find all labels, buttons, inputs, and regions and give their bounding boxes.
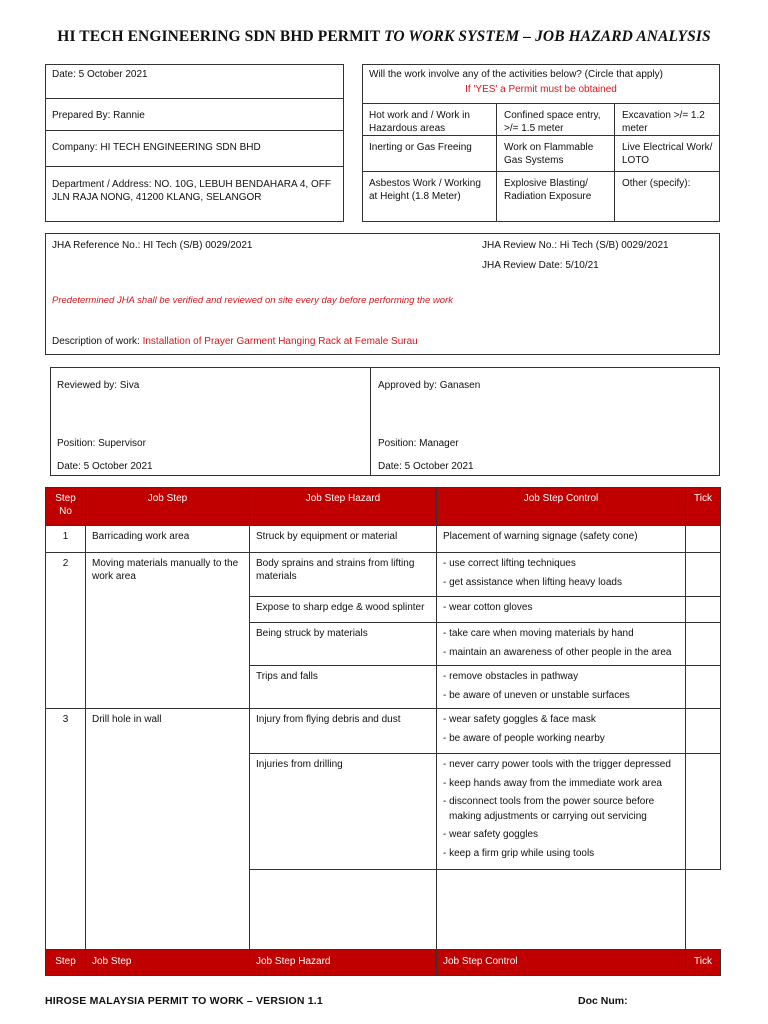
activity-inerting: Inerting or Gas Freeing [369,142,472,153]
job-control: - never carry power tools with the trigger depressed - keep hands away from the immediate work area - disconnect tools from the power source before making adjustments or carrying out servicing - wear safety goggles - keep a firm grip while using tools [437,754,686,870]
activity-live-electrical: Live Electrical Work/ LOTO [622,142,713,166]
tick-cell[interactable] [437,870,686,950]
job-hazard: Struck by equipment or material [250,526,437,553]
footer-tick: Tick [686,950,721,976]
activity-flammable-gas: Work on Flammable Gas Systems [504,142,594,166]
job-hazard: Body sprains and strains from lifting materials [250,553,437,597]
activity-explosive: Explosive Blasting/ Radiation Exposure [504,178,592,202]
company-field: Company: HI TECH ENGINEERING SDN BHD [52,142,261,153]
job-hazard: Expose to sharp edge & wood splinter [250,597,437,623]
permit-note: If 'YES' a Permit must be obtained [465,84,617,95]
step-number: 3 [46,709,86,950]
work-description: Description of work: Installation of Prayer Garment Hanging Rack at Female Surau [52,336,418,347]
footer-version: HIROSE MALAYSIA PERMIT TO WORK – VERSION 1.1 [45,995,323,1007]
reviewed-date: Date: 5 October 2021 [57,461,153,472]
job-hazard: Injuries from drilling [250,754,437,870]
job-control: - take care when moving materials by hand - maintain an awareness of other people in the area [437,623,686,666]
activity-hot-work: Hot work and / Work in Hazardous areas [369,110,470,134]
header-control: Job Step Control [437,488,686,526]
prepared-by-field: Prepared By: Rannie [52,110,145,121]
footer-control: Job Step Control [437,950,686,976]
jha-review-date: JHA Review Date: 5/10/21 [482,260,599,271]
approved-by: Approved by: Ganasen [378,380,481,391]
job-control: - remove obstacles in pathway - be aware of uneven or unstable surfaces [437,666,686,709]
job-hazard: Trips and falls [250,666,437,709]
tick-cell[interactable] [686,666,721,709]
job-step: Barricading work area [86,526,250,553]
activity-other: Other (specify): [622,178,691,189]
header-hazard: Job Step Hazard [250,488,437,526]
job-hazard: Injury from flying debris and dust [250,709,437,754]
department-field: Department / Address: NO. 10G, LEBUH BENDAHARA 4, OFF JLN RAJA NONG, 41200 KLANG, SELANGOR [52,179,331,203]
footer-doc-num: Doc Num: [578,995,628,1007]
tick-cell[interactable] [686,709,721,754]
table-footer-row [46,950,721,976]
activities-question: Will the work involve any of the activities below? (Circle that apply) [369,69,664,80]
tick-cell[interactable] [686,754,721,870]
tick-cell[interactable] [686,597,721,623]
footer-job-step: Job Step [86,950,250,976]
job-control: Placement of warning signage (safety cone) [437,526,686,553]
job-control: - wear cotton gloves [437,597,686,623]
table-row [46,526,721,553]
activity-excavation: Excavation >/= 1.2 meter [622,110,705,134]
header-tick: Tick [686,488,721,526]
job-control: - wear safety goggles & face mask - be aware of people working nearby [437,709,686,754]
step-number: 2 [46,553,86,709]
reviewed-position: Position: Supervisor [57,438,146,449]
job-step: Moving materials manually to the work area [86,553,250,709]
page-title: HI TECH ENGINEERING SDN BHD PERMIT TO WORK SYSTEM – JOB HAZARD ANALYSIS [57,28,711,45]
jha-verify-note: Predetermined JHA shall be verified and reviewed on site every day before performing the work [52,295,453,306]
job-step: Drill hole in wall [86,709,250,950]
jha-reference-no: JHA Reference No.: HI Tech (S/B) 0029/2021 [52,240,253,251]
step-number: 1 [46,526,86,553]
table-row [46,709,721,754]
table-header-row [46,488,721,526]
reviewed-by: Reviewed by: Siva [57,380,140,391]
tick-cell[interactable] [686,526,721,553]
activity-asbestos: Asbestos Work / Working at Height (1.8 Meter) [369,178,481,202]
date-field: Date: 5 October 2021 [52,69,148,80]
approved-date: Date: 5 October 2021 [378,461,474,472]
footer-hazard: Job Step Hazard [250,950,437,976]
table-row [46,553,721,597]
work-description-value: Installation of Prayer Garment Hanging Rack at Female Surau [142,336,418,347]
tick-cell[interactable] [686,623,721,666]
job-hazard: Being struck by materials [250,623,437,666]
activity-confined-space: Confined space entry, >/= 1.5 meter [504,110,601,134]
approved-position: Position: Manager [378,438,459,449]
tick-cell[interactable] [686,553,721,597]
jha-review-no: JHA Review No.: Hi Tech (S/B) 0029/2021 [482,240,669,251]
header-job-step: Job Step [86,488,250,526]
job-control: - use correct lifting techniques - get assistance when lifting heavy loads [437,553,686,597]
jha-table [45,487,721,976]
header-step-no: Step No [46,488,86,526]
footer-step: Step [46,950,86,976]
